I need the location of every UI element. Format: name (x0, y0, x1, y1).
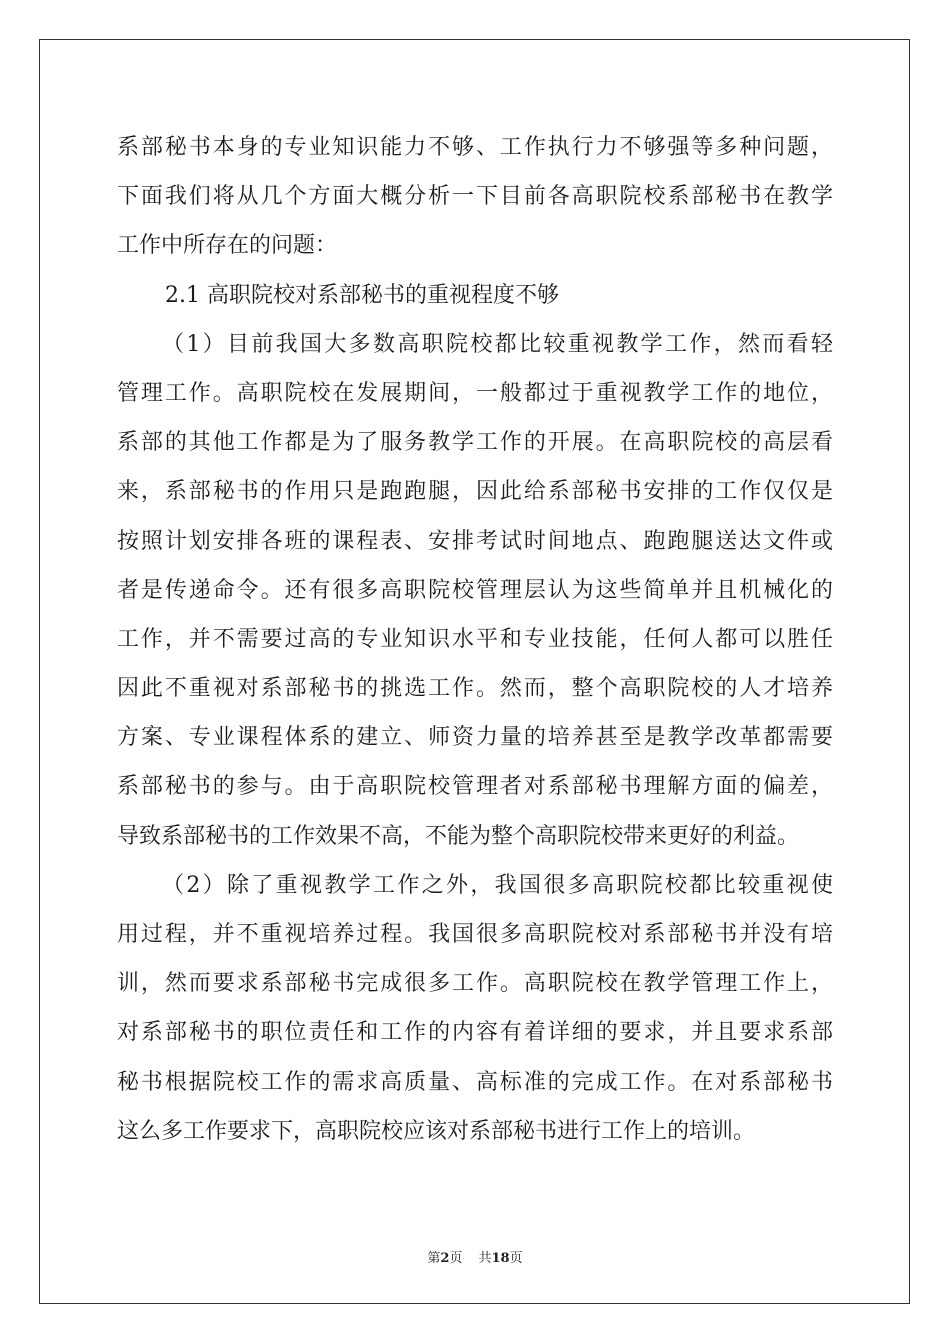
paragraph-line: （2）除了重视教学工作之外，我国很多高职院校都比较重视使 (162, 872, 833, 898)
paragraph-line: 这么多工作要求下，高职院校应该对系部秘书进行工作上的培训。 (117, 1118, 756, 1144)
paragraph-line: 因此不重视对系部秘书的挑选工作。然而，整个高职院校的人才培养 (117, 676, 833, 702)
paragraph-line: 对系部秘书的职位责任和工作的内容有着详细的要求，并且要求系部 (117, 1020, 833, 1046)
paragraph-line: 训，然而要求系部秘书完成很多工作。高职院校在教学管理工作上， (117, 971, 833, 997)
paragraph-line: 方案、专业课程体系的建立、师资力量的培养甚至是教学改革都需要 (117, 725, 833, 751)
paragraph-line: 系部的其他工作都是为了服务教学工作的开展。在高职院校的高层看 (117, 430, 833, 456)
paragraph-line: 工作中所存在的问题： (117, 233, 338, 259)
paragraph-line: 秘书根据院校工作的需求高质量、高标准的完成工作。在对系部秘书 (117, 1069, 833, 1095)
page-footer (0, 1247, 950, 1266)
section-heading: 2.1 高职院校对系部秘书的重视程度不够 (165, 282, 559, 308)
paragraph-line: 下面我们将从几个方面大概分析一下目前各高职院校系部秘书在教学 (117, 184, 833, 210)
paragraph-line: 系部秘书本身的专业知识能力不够、工作执行力不够强等多种问题， (117, 135, 833, 160)
page-current: 2 (440, 1251, 450, 1266)
paragraph-line: 来，系部秘书的作用只是跑跑腿，因此给系部秘书安排的工作仅仅是 (117, 479, 833, 505)
page-prefix: 第 (427, 1251, 441, 1266)
paragraph-line: 导致系部秘书的工作效果不高，不能为整个高职院校带来更好的利益。 (117, 823, 800, 849)
page-total: 18 (491, 1251, 510, 1266)
document-body (117, 123, 833, 1156)
paragraph-line: 按照计划安排各班的课程表、安排考试时间地点、跑跑腿送达文件或 (117, 528, 833, 554)
total-unit: 页 (509, 1251, 523, 1266)
paragraph-line: 者是传递命令。还有很多高职院校管理层认为这些简单并且机械化的 (117, 577, 833, 603)
total-prefix: 共 (478, 1251, 492, 1266)
paragraph-line: 系部秘书的参与。由于高职院校管理者对系部秘书理解方面的偏差， (117, 774, 833, 800)
paragraph-line: 管理工作。高职院校在发展期间，一般都过于重视教学工作的地位， (117, 380, 833, 406)
paragraph-line: （1）目前我国大多数高职院校都比较重视教学工作，然而看轻 (162, 331, 833, 357)
paragraph-line: 工作，并不需要过高的专业知识水平和专业技能，任何人都可以胜任 (117, 626, 833, 652)
paragraph-line: 用过程，并不重视培养过程。我国很多高职院校对系部秘书并没有培 (117, 922, 833, 947)
page-unit: 页 (449, 1251, 463, 1266)
